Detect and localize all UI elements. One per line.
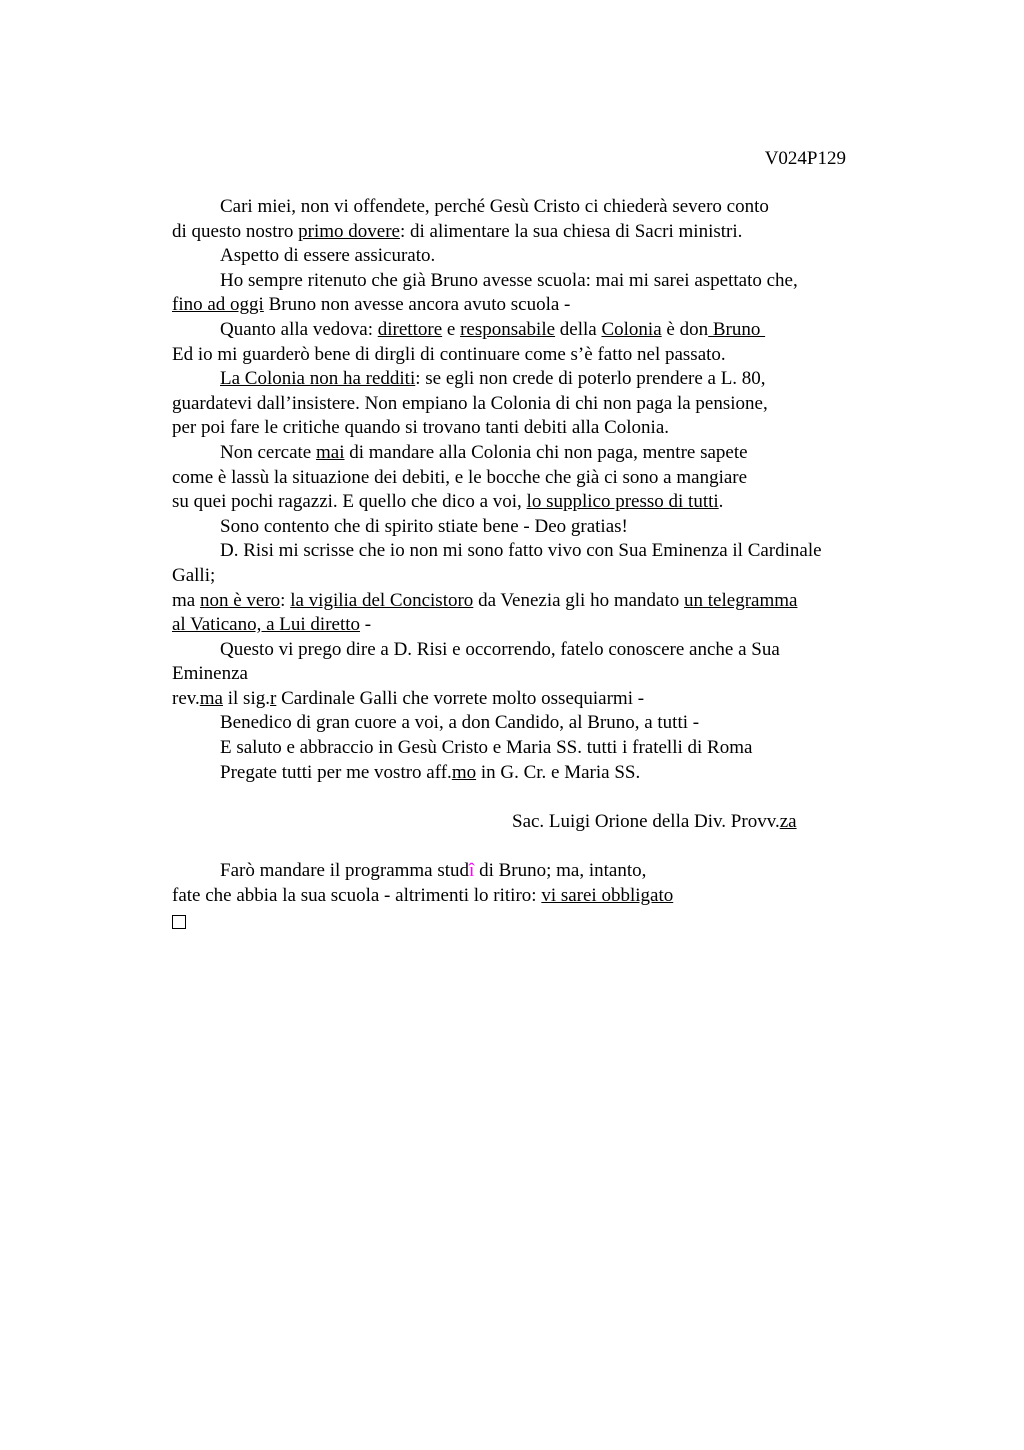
postscript-line: Farò mandare il programma studî di Bruno; ma, intanto, — [220, 860, 647, 882]
letter-line: rev.ma il sig.r Cardinale Galli che vorrete molto ossequiarmi - — [172, 687, 645, 709]
letter-line: Quanto alla vedova: direttore e responsabile della Colonia è don Bruno — [220, 318, 766, 340]
square-icon — [172, 915, 186, 929]
letter-line: La Colonia non ha redditi: se egli non crede di poterlo prendere a L. 80, — [220, 368, 766, 390]
letter-line: Questo vi prego dire a D. Risi e occorrendo, fatelo conoscere anche a Sua — [220, 638, 780, 660]
letter-line: Non cercate mai di mandare alla Colonia chi non paga, mentre sapete — [220, 441, 748, 463]
postscript-line: fate che abbia la sua scuola - altrimenti lo ritiro: vi sarei obbligato — [172, 884, 674, 906]
letter-line: Galli; — [172, 564, 216, 586]
letter-line: D. Risi mi scrisse che io non mi sono fatto vivo con Sua Eminenza il Cardinale — [220, 540, 822, 562]
annotation-mark: î — [469, 860, 475, 882]
end-marker — [172, 908, 892, 933]
page-code: V024P129 — [764, 148, 846, 169]
signature: Sac. Luigi Orione della Div. Provv.za — [512, 810, 797, 832]
letter-line: su quei pochi ragazzi. E quello che dico a voi, lo supplico presso di tutti. — [172, 491, 724, 513]
letter-line: Aspetto di essere assicurato. — [220, 245, 436, 267]
letter-line: Cari miei, non vi offendete, perché Gesù Cristo ci chiederà severo conto — [220, 196, 769, 217]
letter-line: Benedico di gran cuore a voi, a don Candido, al Bruno, a tutti - — [220, 712, 700, 734]
letter-body — [172, 195, 892, 933]
letter-line: Sono contento che di spirito stiate bene - Deo gratias! — [220, 515, 628, 537]
spacer — [172, 785, 892, 810]
letter-line: ma non è vero: la vigilia del Concistoro da Venezia gli ho mandato un telegramma — [172, 589, 798, 611]
letter-line: di questo nostro primo dovere: di alimentare la sua chiesa di Sacri ministri. — [172, 220, 743, 242]
letter-line: come è lassù la situazione dei debiti, e le bocche che già ci sono a mangiare — [172, 466, 748, 488]
letter-line: guardatevi dall’insistere. Non empiano la Colonia di chi non paga la pensione, — [172, 392, 768, 414]
letter-line: al Vaticano, a Lui diretto - — [172, 614, 372, 636]
letter-line: Eminenza — [172, 663, 248, 685]
letter-line: E saluto e abbraccio in Gesù Cristo e Maria SS. tutti i fratelli di Roma — [220, 737, 753, 759]
letter-line: Pregate tutti per me vostro aff.mo in G. Cr. e Maria SS. — [220, 761, 641, 783]
letter-line: fino ad oggi Bruno non avesse ancora avuto scuola - — [172, 294, 571, 316]
letter-line: per poi fare le critiche quando si trovano tanti debiti alla Colonia. — [172, 417, 670, 439]
spacer — [172, 834, 892, 859]
letter-line: Ho sempre ritenuto che già Bruno avesse scuola: mai mi sarei aspettato che, — [220, 269, 798, 291]
letter-line: Ed io mi guarderò bene di dirgli di continuare come s’è fatto nel passato. — [172, 343, 726, 365]
